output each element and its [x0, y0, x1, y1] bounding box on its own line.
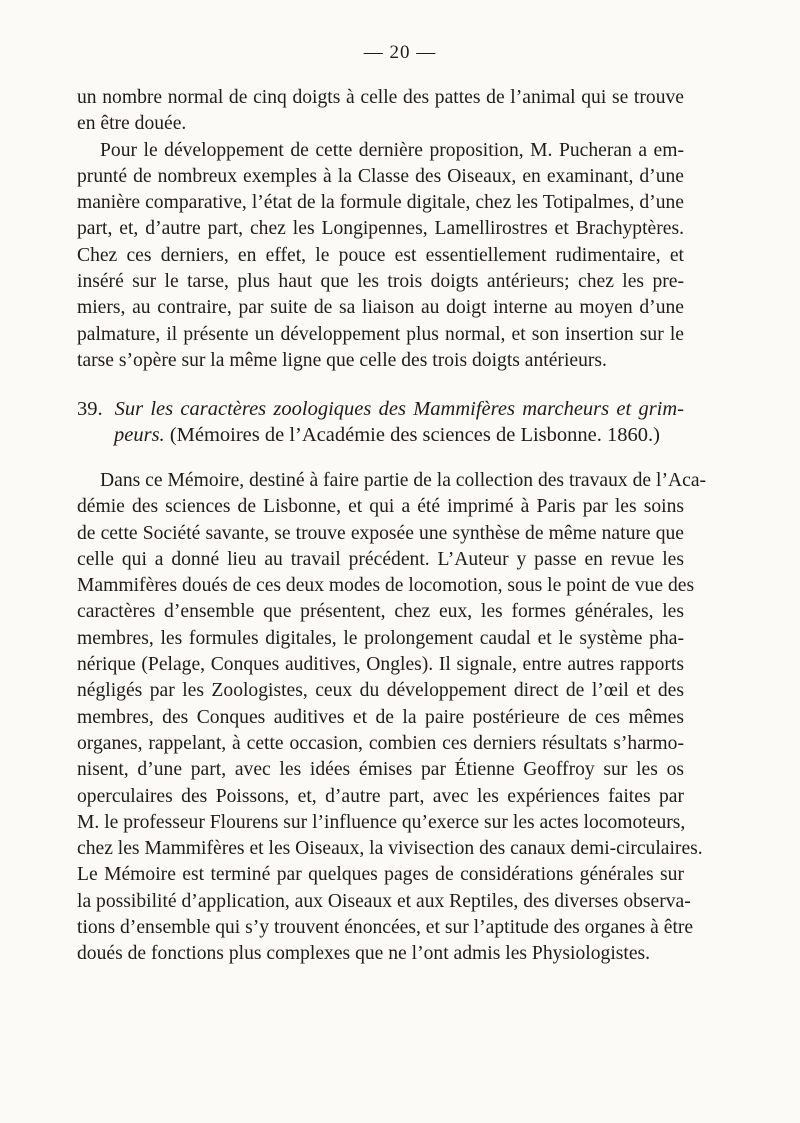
text-line: tarse s’opère sur la même ligne que celle des trois doigts antérieurs. [77, 349, 607, 371]
section-heading [77, 396, 684, 449]
text-line: nérique (Pelage, Conques auditives, Ongles). Il signale, entre autres rapports [77, 654, 684, 676]
text-line: tions d’ensemble qui s’y trouvent énoncées, et sur l’aptitude des organes à être [77, 917, 694, 939]
text-line: nisent, d’une part, avec les idées émises par Étienne Geoffroy sur les os [77, 759, 684, 781]
text-line: Le Mémoire est terminé par quelques pages de considérations générales sur [77, 864, 684, 886]
text-line: de cette Société savante, se trouve exposée une synthèse de même nature que [77, 522, 684, 544]
section-source: (Mémoires de l’Académie des sciences de Lisbonne. 1860.) [169, 424, 660, 447]
text-line: Chez ces derniers, en effet, le pouce est essentiellement rudimentaire, et [77, 244, 684, 266]
text-line: doués de fonctions plus complexes que ne l’ont admis les Physiologistes. [77, 943, 651, 965]
body-paragraph [77, 468, 707, 968]
text-line: Dans ce Mémoire, destiné à faire partie de la collection des travaux de l’Aca- [100, 470, 707, 491]
section-title-part-2: peurs. [114, 424, 165, 447]
text-line: M. le professeur Flourens sur l’influence qu’exerce sur les actes locomoteurs, [77, 811, 686, 833]
text-line: membres, les formules digitales, le prolongement caudal et le système pha- [77, 627, 684, 649]
text-line: manière comparative, l’état de la formule digitale, chez les Totipalmes, d’une [77, 192, 684, 214]
text-line: membres, des Conques auditives et de la paire postérieure de ces mêmes [77, 706, 684, 728]
text-line: en être douée. [77, 113, 187, 135]
text-line: Mammifères doués de ces deux modes de locomotion, sous le point de vue des [77, 575, 695, 597]
top-paragraphs [77, 85, 684, 374]
section-number: 39. [77, 398, 103, 420]
text-line: démie des sciences de Lisbonne, et qui a été imprimé à Paris par les soins [77, 496, 684, 518]
section-heading-line-2 [77, 422, 684, 448]
text-line: un nombre normal de cinq doigts à celle des pattes de l’animal qui se trouve [77, 87, 684, 108]
text-line: organes, rappelant, à cette occasion, combien ces derniers résultats s’harmo- [77, 732, 684, 754]
text-line: chez les Mammifères et les Oiseaux, la vivisection des canaux demi-circulaires. [77, 838, 703, 860]
section-heading-line-1 [77, 396, 684, 422]
text-line: miers, au contraire, par suite de sa liaison au doigt interne au moyen d’une [77, 297, 684, 319]
text-line: Pour le développement de cette dernière proposition, M. Pucheran a em- [100, 139, 684, 161]
text-line: la possibilité d’application, aux Oiseaux et aux Reptiles, des diverses observa- [77, 890, 691, 912]
text-line: celle qui a donné lieu au travail précédent. L’Auteur y passe en revue les [77, 548, 684, 570]
page-number: — 20 — [363, 42, 437, 63]
text-line: prunté de nombreux exemples à la Classe des Oiseaux, en examinant, d’une [77, 165, 684, 187]
text-line: inséré sur le tarse, plus haut que les trois doigts antérieurs; chez les pre- [77, 271, 684, 293]
text-line: négligés par les Zoologistes, ceux du développement direct de l’œil et des [77, 680, 684, 702]
section-title-part-1: Sur les caractères zoologiques des Mammifères marcheurs et grim- [114, 398, 684, 420]
text-line: caractères d’ensemble que présentent, chez eux, les formes générales, les [77, 601, 684, 623]
text-line: operculaires des Poissons, et, d’autre part, avec les expériences faites par [77, 785, 684, 807]
text-line: palmature, il présente un développement plus normal, et son insertion sur le [77, 323, 684, 345]
text-line: part, et, d’autre part, chez les Longipennes, Lamellirostres et Brachyptères. [77, 218, 684, 240]
